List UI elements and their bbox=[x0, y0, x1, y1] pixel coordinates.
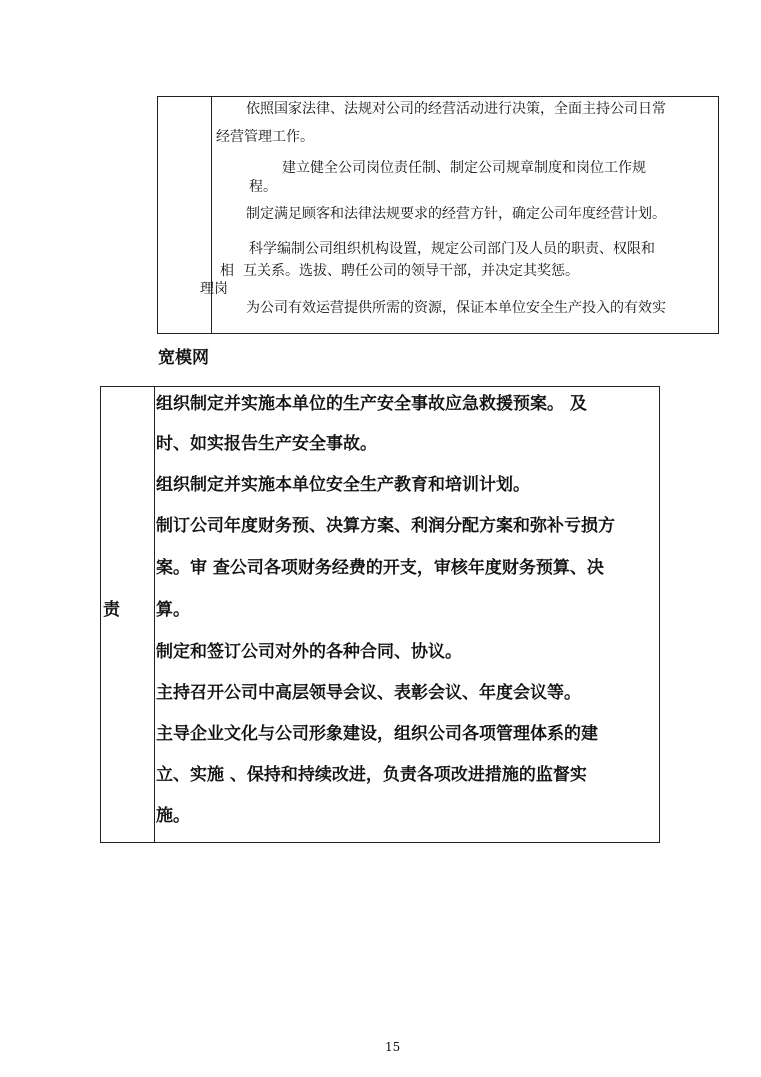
duty-line: 为公司有效运营提供所需的资源，保证本单位安全生产投入的有效实 bbox=[246, 300, 666, 316]
duty-line: 时、如实报告生产安全事故。 bbox=[156, 434, 377, 454]
duty-line: 建立健全公司岗位责任制、制定公司规章制度和岗位工作规 bbox=[282, 160, 646, 176]
duty-line: 案。审 查公司各项财务经费的开支，审核年度财务预算、决 bbox=[156, 558, 604, 578]
duty-line: 施。 bbox=[156, 806, 190, 826]
page-number: 15 bbox=[385, 1040, 401, 1054]
table-top-side-label-b: 理岗 bbox=[200, 281, 228, 297]
table-top-side-label-a: 相 bbox=[220, 263, 234, 279]
duty-line: 制定和签订公司对外的各种合同、协议。 bbox=[156, 642, 462, 662]
table-top-divider bbox=[211, 96, 212, 334]
watermark-text: 宽模网 bbox=[158, 348, 209, 368]
duty-line: 科学编制公司组织机构设置，规定公司部门及人员的职责、权限和 bbox=[249, 241, 655, 257]
duty-line: 立、实施 、保持和持续改进，负责各项改进措施的监督实 bbox=[156, 765, 587, 785]
duty-line: 主持召开公司中高层领导会议、表彰会议、年度会议等。 bbox=[156, 683, 581, 703]
duty-line: 制订公司年度财务预、决算方案、利润分配方案和弥补亏损方 bbox=[156, 516, 615, 536]
duty-line: 互关系。选拔、聘任公司的领导干部，并决定其奖惩。 bbox=[243, 263, 579, 279]
duty-line: 程。 bbox=[249, 179, 277, 195]
duty-line: 制定满足顾客和法律法规要求的经营方针，确定公司年度经营计划。 bbox=[246, 206, 666, 222]
duty-line: 组织制定并实施本单位的生产安全事故应急救援预案。 及 bbox=[156, 394, 587, 414]
table-bottom-side-label: 责 bbox=[103, 600, 120, 620]
duty-line: 主导企业文化与公司形象建设，组织公司各项管理体系的建 bbox=[156, 724, 598, 744]
table-bottom-divider bbox=[154, 386, 155, 843]
duty-line: 依照国家法律、法规对公司的经营活动进行决策，全面主持公司日常 bbox=[246, 101, 666, 117]
duty-line: 组织制定并实施本单位安全生产教育和培训计划。 bbox=[156, 475, 530, 495]
duty-line: 算。 bbox=[156, 600, 190, 620]
duty-line: 经营管理工作。 bbox=[216, 129, 314, 145]
